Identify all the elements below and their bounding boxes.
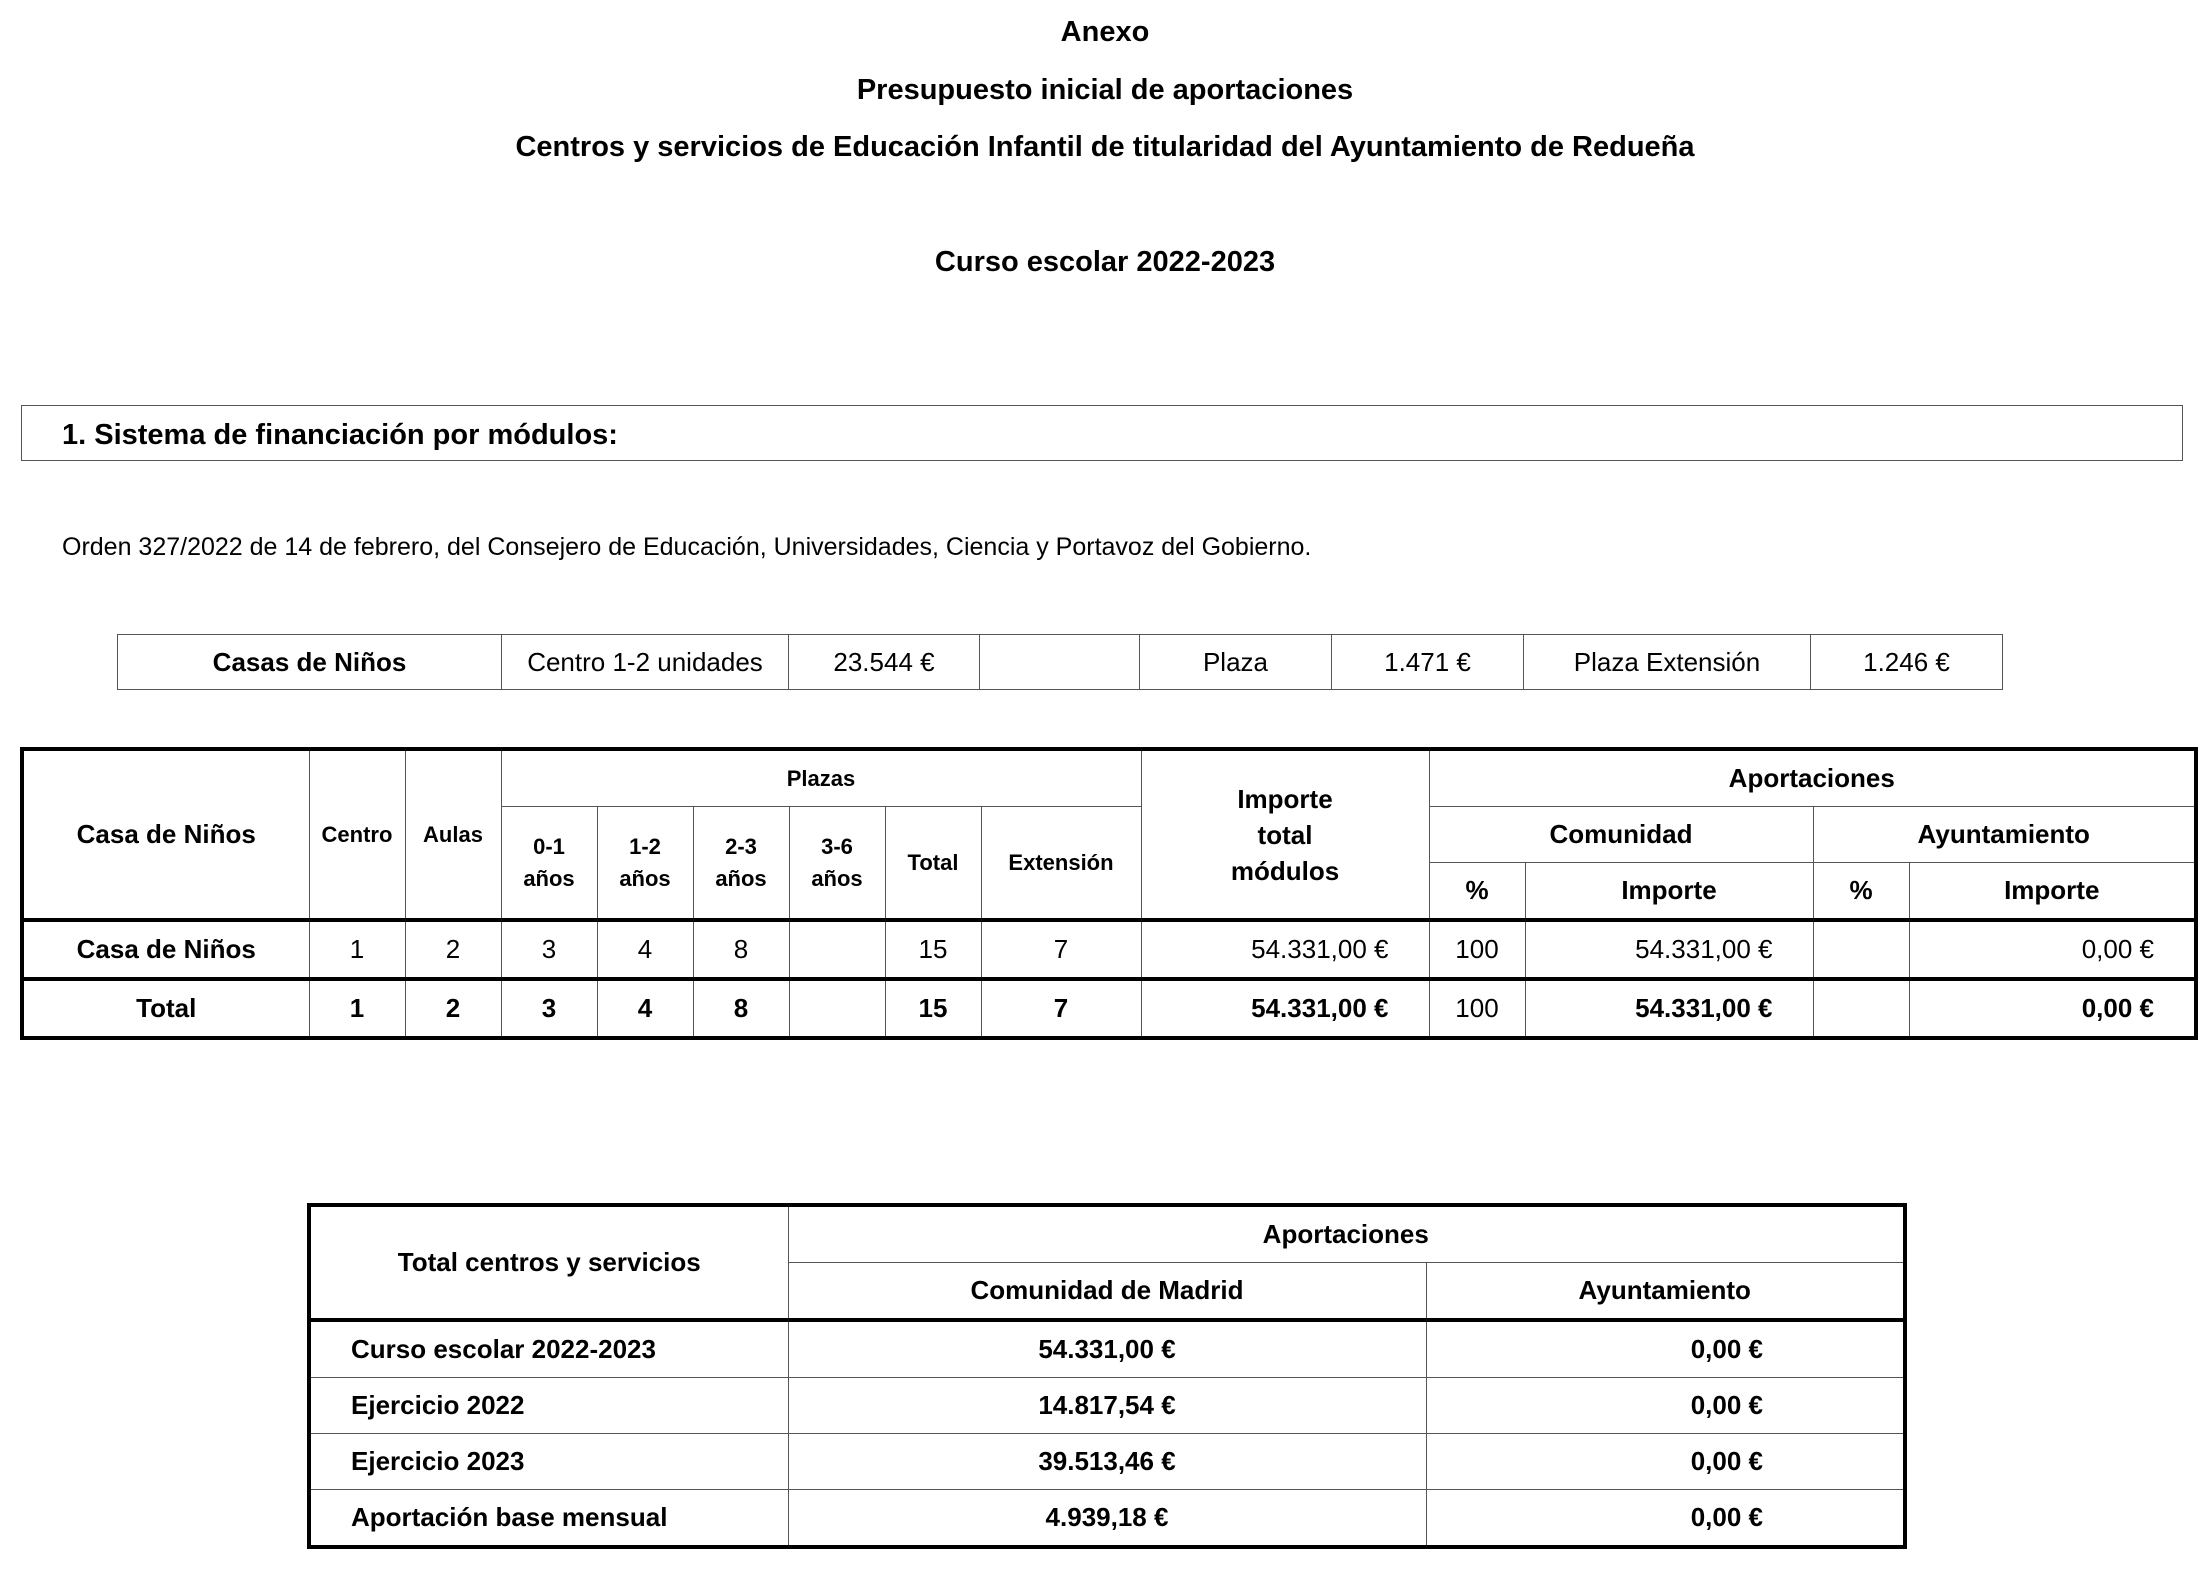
header-age-0-1-unit: años [523,865,575,891]
rates-row [118,635,2003,690]
table-row [22,920,2196,979]
total-plazas-total: 15 [885,979,981,1038]
total-aulas: 2 [405,979,501,1038]
rates-extension-value: 1.246 € [1811,635,2003,690]
budget-title: Presupuesto inicial de aportaciones [856,74,1354,106]
total-plazas-2-3: 8 [693,979,789,1038]
header-row-1 [22,749,2196,807]
summary-row-ayuntamiento: 0,00 € [1426,1320,1905,1378]
total-row [22,979,2196,1038]
total-importe-ayuntamiento: 0,00 € [1909,979,2196,1038]
summary-row [309,1490,1905,1548]
header-casa: Casa de Niños [22,749,309,920]
summary-row-label: Ejercicio 2022 [309,1378,788,1434]
header-age-0-1 [501,807,597,921]
rates-plaza-value: 1.471 € [1332,635,1524,690]
annex-title: Anexo [1060,16,1150,48]
header-importe-ayuntamiento: Importe [1909,863,2196,921]
header-importe-line1: Importe [1237,783,1333,814]
summary-row-comunidad: 14.817,54 € [788,1378,1426,1434]
summary-row-label: Ejercicio 2023 [309,1434,788,1490]
rates-label: Casas de Niños [118,635,502,690]
header-age-1-2-unit: años [619,865,671,891]
total-plazas-0-1: 3 [501,979,597,1038]
header-pct-ayuntamiento: % [1813,863,1909,921]
total-pct-ayuntamiento [1813,979,1909,1038]
section-heading: 1. Sistema de financiación por módulos: [62,419,618,451]
header-age-3-6-unit: años [811,865,863,891]
summary-row-comunidad: 39.513,46 € [788,1434,1426,1490]
rates-blank-cell [980,635,1140,690]
header-age-1-2 [597,807,693,921]
header-age-0-1-range: 0-1 [533,833,565,859]
header-age-3-6-range: 3-6 [821,833,853,859]
rates-plaza-label: Plaza [1140,635,1332,690]
total-importe-comunidad: 54.331,00 € [1525,979,1813,1038]
row-aulas: 2 [405,920,501,979]
header-importe-line2: total [1257,819,1313,850]
row-plazas-2-3: 8 [693,920,789,979]
summary-header-aportaciones: Aportaciones [788,1205,1905,1263]
summary-row [309,1378,1905,1434]
summary-row-label: Curso escolar 2022-2023 [309,1320,788,1378]
row-importe-total: 54.331,00 € [1141,920,1429,979]
summary-row-label: Aportación base mensual [309,1490,788,1548]
row-importe-ayuntamiento: 0,00 € [1909,920,2196,979]
summary-row-ayuntamiento: 0,00 € [1426,1378,1905,1434]
modules-table [20,747,2198,1040]
summary-header-ayuntamiento: Ayuntamiento [1426,1263,1905,1321]
summary-row [309,1434,1905,1490]
header-aportaciones: Aportaciones [1429,749,2196,807]
header-total-plazas: Total [885,807,981,921]
header-ayuntamiento: Ayuntamiento [1813,807,2196,863]
rates-centro-value: 23.544 € [789,635,980,690]
header-aulas: Aulas [405,749,501,920]
summary-row-ayuntamiento: 0,00 € [1426,1490,1905,1548]
header-age-3-6 [789,807,885,921]
summary-header-label: Total centros y servicios [309,1205,788,1320]
header-age-2-3-unit: años [715,865,767,891]
total-centro: 1 [309,979,405,1038]
orden-reference: Orden 327/2022 de 14 de febrero, del Consejero de Educación, Universidades, Ciencia y Portavoz del Gobierno. [62,533,1312,561]
course-title: Curso escolar 2022-2023 [934,246,1276,278]
total-plazas-1-2: 4 [597,979,693,1038]
summary-row-comunidad: 4.939,18 € [788,1490,1426,1548]
header-pct-comunidad: % [1429,863,1525,921]
header-importe-comunidad: Importe [1525,863,1813,921]
header-plazas: Plazas [501,749,1141,807]
header-age-1-2-range: 1-2 [629,833,661,859]
total-pct-comunidad: 100 [1429,979,1525,1038]
section-heading-box [21,405,2183,461]
total-extension: 7 [981,979,1141,1038]
header-age-2-3 [693,807,789,921]
rates-extension-label: Plaza Extensión [1524,635,1811,690]
summary-row [309,1320,1905,1378]
summary-table [307,1203,1907,1549]
summary-header-row-1 [309,1205,1905,1263]
header-importe-line3: módulos [1230,855,1340,886]
summary-row-comunidad: 54.331,00 € [788,1320,1426,1378]
centers-title: Centros y servicios de Educación Infantil de titularidad del Ayuntamiento de Redueña [515,131,1695,163]
header-extension: Extensión [981,807,1141,921]
row-pct-ayuntamiento [1813,920,1909,979]
row-centro: 1 [309,920,405,979]
total-plazas-3-6 [789,979,885,1038]
row-plazas-total: 15 [885,920,981,979]
summary-row-ayuntamiento: 0,00 € [1426,1434,1905,1490]
rates-centro-label: Centro 1-2 unidades [502,635,789,690]
header-importe-total [1141,749,1429,920]
header-comunidad: Comunidad [1429,807,1813,863]
row-pct-comunidad: 100 [1429,920,1525,979]
total-name: Total [22,979,309,1038]
rates-table [117,634,2003,690]
total-importe: 54.331,00 € [1141,979,1429,1038]
row-plazas-3-6 [789,920,885,979]
row-name: Casa de Niños [22,920,309,979]
row-extension: 7 [981,920,1141,979]
row-plazas-1-2: 4 [597,920,693,979]
row-plazas-0-1: 3 [501,920,597,979]
header-age-2-3-range: 2-3 [725,833,757,859]
summary-header-comunidad: Comunidad de Madrid [788,1263,1426,1321]
row-importe-comunidad: 54.331,00 € [1525,920,1813,979]
header-centro: Centro [309,749,405,920]
